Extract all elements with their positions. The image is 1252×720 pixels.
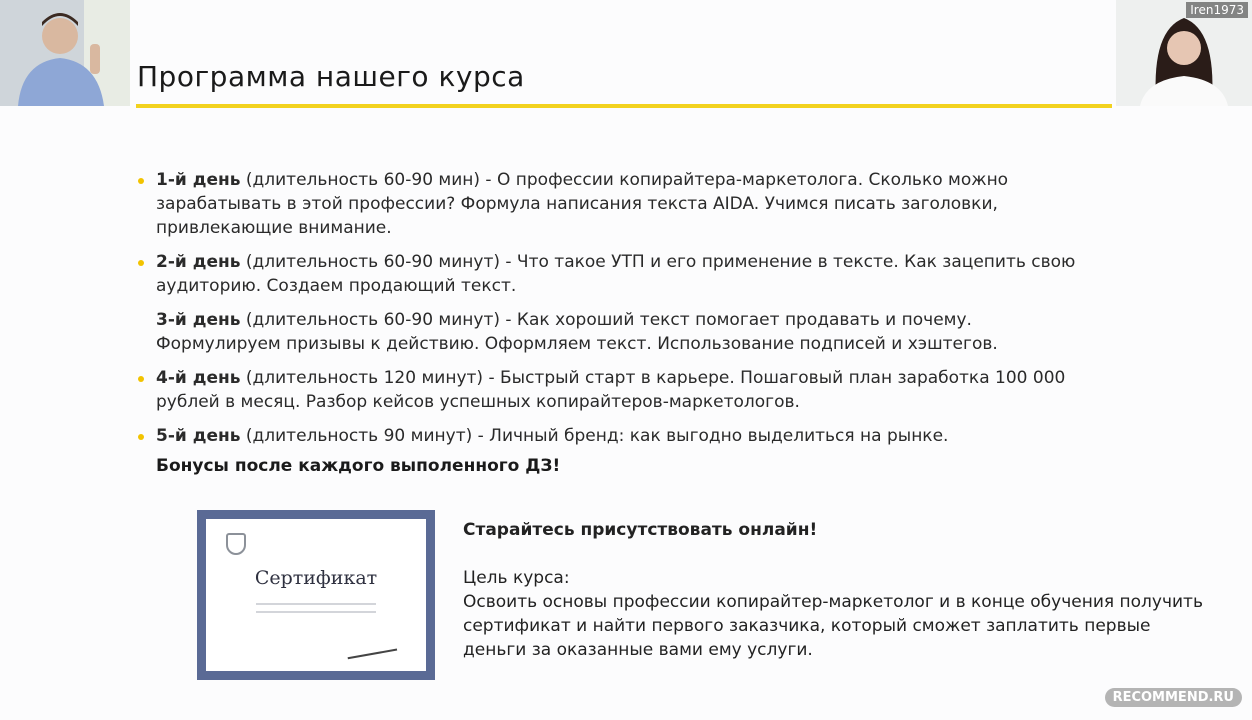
agenda-text: (длительность 60-90 минут) - Что такое УТП и его применение в тексте. Как зацепить свою аудиторию. Создаем продающий текст. [156, 252, 1076, 296]
agenda-item [138, 308, 1098, 356]
certificate-fine-line [256, 611, 376, 613]
certificate-fine-line [256, 603, 376, 605]
certificate-sheet [206, 519, 426, 671]
agenda-item [138, 250, 1098, 298]
agenda-text: (длительность 60-90 минут) - Как хороший текст помогает продавать и почему. Формулируем призывы к действию. Оформляем текст. Использование подписей и хэштегов. [156, 310, 998, 354]
signature-icon [345, 633, 397, 659]
goal-label: Цель курса: [463, 568, 570, 588]
bullet-icon [138, 434, 144, 440]
agenda-day: 4-й день [156, 368, 241, 388]
agenda-day: 5-й день [156, 426, 241, 446]
agenda-text: (длительность 90 минут) - Личный бренд: как выгодно выделиться на рынке. [240, 426, 949, 446]
agenda-day: 3-й день [156, 310, 241, 330]
agenda-item [138, 424, 1098, 448]
agenda-item [138, 168, 1098, 240]
bullet-icon [138, 178, 144, 184]
agenda-text: (длительность 120 минут) - Быстрый старт в карьере. Пошаговый план заработка 100 000 рублей в месяц. Разбор кейсов успешных копирайтеров-маркетологов. [156, 368, 1066, 412]
agenda-day: 1-й день [156, 170, 241, 190]
video-tile-participant[interactable] [1116, 0, 1252, 106]
certificate-title: Сертификат [254, 567, 378, 589]
agenda-text: (длительность 60-90 мин) - О профессии копирайтера-маркетолога. Сколько можно зарабатывать в этой профессии? Формула написания текста AIDA. Учимся писать заголовки, привлекающие внимание. [156, 170, 1009, 238]
presenter-video-thumbnail [0, 0, 130, 106]
certificate-image [197, 510, 435, 680]
bullet-icon [138, 376, 144, 382]
agenda-list [138, 168, 1098, 458]
title-underline [136, 104, 1112, 108]
slide-title: Программа нашего курса [137, 60, 525, 93]
participant-name-label: Iren1973 [1186, 2, 1248, 18]
bonus-note: Бонусы после каждого выполенного ДЗ! [156, 456, 561, 476]
agenda-item [138, 366, 1098, 414]
attend-online-note: Старайтесь присутствовать онлайн! [463, 520, 818, 540]
watermark: RECOMMEND.RU [1105, 688, 1242, 707]
agenda-day: 2-й день [156, 252, 241, 272]
bullet-icon [138, 260, 144, 266]
goal-text: Освоить основы профессии копирайтер-маркетолог и в конце обучения получить сертификат и найти первого заказчика, который сможет заплатить первые деньги за оказанные вами ему услуги. [463, 592, 1203, 660]
seal-icon [226, 533, 246, 555]
course-goal-block [463, 518, 1203, 662]
video-tile-presenter[interactable] [0, 0, 130, 106]
